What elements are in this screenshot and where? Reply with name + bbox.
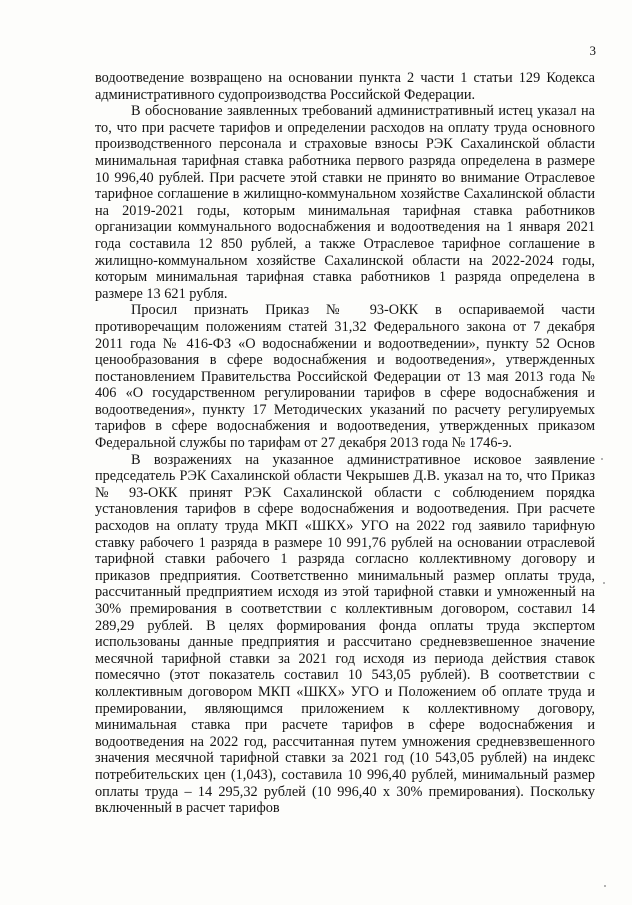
scan-speck (604, 885, 606, 887)
scan-speck (603, 582, 605, 584)
paragraph-request: Просил признать Приказ № 93-ОКК в оспариваемой части противоречащим положениям статей 31,32 Федерального закона от 7 декабря 2011 года № 416-ФЗ «О водоснабжении и водоотведении», пункту 52 Основ ценообразования в сфере водоснабжения и водоотведения», утвержденных постановлением Правительства Российской Федерации от 13 мая 2013 года № 406 «О государственном регулировании тарифов в сфере водоснабжения и водоотведения», пункту 17 Методических указаний по расчету регулируемых тарифов в сфере водоснабжения и водоотведения, утвержденных приказом Федеральной службы по тарифам от 27 декабря 2013 года № 1746-э. (95, 302, 595, 452)
scan-speck (601, 458, 603, 460)
paragraph-objections: В возражениях на указанное административное исковое заявление председатель РЭК Сахалинской области Чекрышев Д.В. указал на то, что Приказ № 93-ОКК принят РЭК Сахалинской области с соблюдением порядка установления тарифов в сфере водоснабжения и водоотведения. При расчете расходов на оплату труда МКП «ШКХ» УГО на 2022 год заявило тарифную ставку рабочего 1 разряда в размере 10 991,76 рублей на основании отраслевой тарифной ставки рабочего 1 разряда согласно коллективному договору и приказов предприятия. Соответственно минимальный размер оплаты труда, рассчитанный предприятием исходя из этой тарифной ставки и умноженный на 30% премирования в соответствии с коллективным договором, составил 14 289,29 рублей. В целях формирования фонда оплаты труда экспертом использованы данные предприятия и рассчитано средневзвешенное значение месячной тарифной ставки за 2021 год исходя из периода действия ставок помесячно (этот показатель составил 10 543,05 рублей). В соответствии с коллективным договором МКП «ШКХ» УГО и Положением об оплате труда и премировании, являющимся приложением к коллективному договору, минимальная ставка при расчете тарифов в сфере водоснабжения и водоотведения на 2022 год, рассчитанная путем умножения средневзвешенного значения месячной тарифной ставки за 2021 год (10 543,05 рублей) на индекс потребительских цен (1,043), составила 10 996,40 рублей, минимальный размер оплаты труда – 14 295,32 рублей (10 996,40 х 30% премирования). Поскольку включенный в расчет тарифов (95, 451, 595, 817)
paragraph-claim-grounds: В обоснование заявленных требований административный истец указал на то, что при расчете тарифов и определении расходов на оплату труда основного производственного персонала и страховые взносы РЭК Сахалинской области минимальная тарифная ставка работника первого разряда определена в размере 10 996,40 рублей. При расчете этой ставки не принято во внимание Отраслевое тарифное соглашение в жилищно-коммунальном хозяйстве Сахалинской области на 2019-2021 годы, которым минимальная тарифная ставка работников организации коммунального водоснабжения и водоотведения на 1 января 2021 года составила 12 850 рублей, а также Отраслевое тарифное соглашение в жилищно-коммунальном хозяйстве Сахалинской области на 2022-2024 годы, которым минимальная тарифная ставка работников 1 разряда определена в размере 13 621 рубля. (95, 103, 595, 302)
paragraph-continuation: водоотведение возвращено на основании пункта 2 части 1 статьи 129 Кодекса административного судопроизводства Российской Федерации. (95, 70, 595, 103)
page-number: 3 (589, 43, 596, 58)
document-body (95, 70, 595, 817)
